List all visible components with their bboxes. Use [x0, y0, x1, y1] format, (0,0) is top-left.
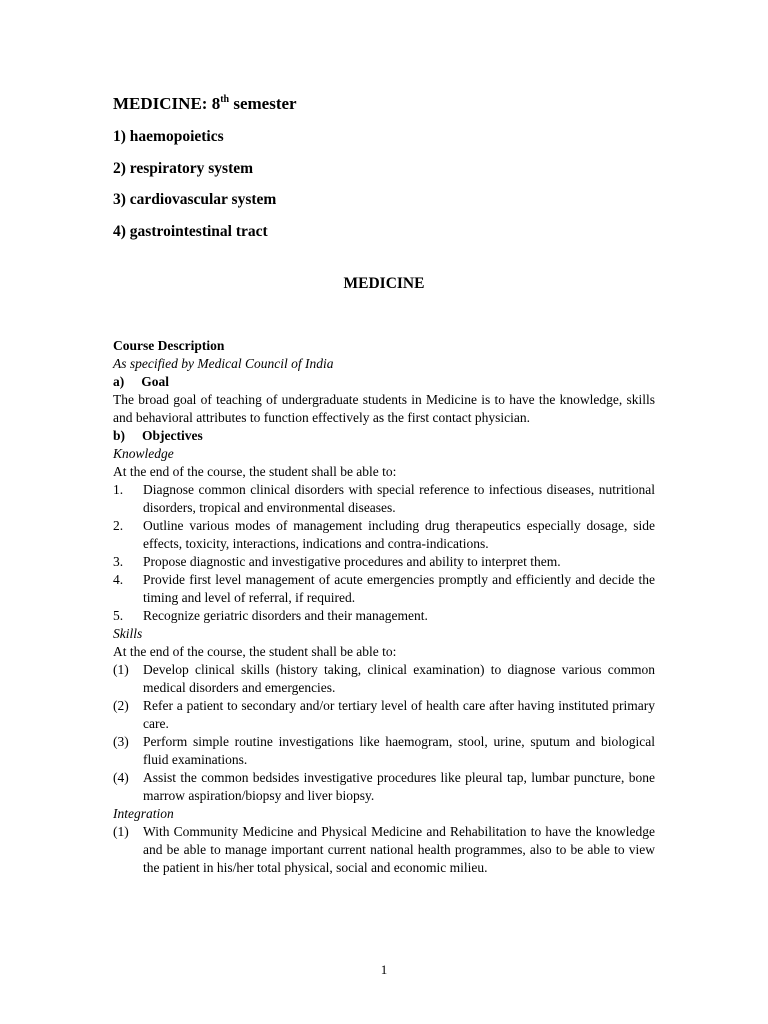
goal-text: The broad goal of teaching of undergraduate students in Medicine is to have the knowledge, skills and behavioral attributes to function effectively as the first contact physician.: [113, 392, 655, 425]
heading-superscript: th: [220, 94, 230, 105]
knowledge-item: 1. Diagnose common clinical disorders with special reference to infectious diseases, nutritional disorders, tropical and environmental diseases.: [113, 482, 655, 515]
knowledge-title: Knowledge: [113, 446, 174, 461]
skills-intro: At the end of the course, the student shall be able to:: [113, 644, 397, 659]
skills-item: (2) Refer a patient to secondary and/or tertiary level of health care after having instituted primary care.: [113, 698, 655, 731]
knowledge-item: 4. Provide first level management of acute emergencies promptly and efficiently and decide the timing and level of referral, if required.: [113, 572, 655, 605]
semester-heading: [113, 94, 297, 114]
goal-title: Goal: [141, 374, 170, 389]
skills-title: Skills: [113, 626, 143, 641]
objectives-marker: b): [113, 428, 126, 443]
specified-by-line: As specified by Medical Council of India: [113, 356, 334, 371]
goal-marker: a): [113, 374, 125, 389]
goal-heading: [113, 373, 655, 391]
heading-main: MEDICINE: 8: [113, 94, 221, 113]
objectives-heading: [113, 427, 655, 445]
page-number: 1: [380, 962, 388, 977]
knowledge-item: 3. Propose diagnostic and investigative procedures and ability to interpret them.: [113, 554, 561, 569]
knowledge-item: 2. Outline various modes of management including drug therapeutics especially dosage, side effects, toxicity, interactions, indications and contra-indications.: [113, 518, 655, 551]
section-title: MEDICINE: [343, 275, 425, 292]
system-item: 2) respiratory system: [113, 160, 254, 177]
skills-item: (3) Perform simple routine investigations like haemogram, stool, urine, sputum and biological fluid examinations.: [113, 734, 655, 767]
system-item: 1) haemopoietics: [113, 128, 224, 145]
skills-item: (1) Develop clinical skills (history taking, clinical examination) to diagnose various common medical disorders and emergencies.: [113, 662, 655, 695]
integration-title: Integration: [113, 806, 174, 821]
skills-item: (4) Assist the common bedsides investigative procedures like pleural tap, lumbar puncture, bone marrow aspiration/biopsy and liver biopsy.: [113, 770, 655, 803]
objectives-title: Objectives: [142, 428, 203, 443]
knowledge-intro: At the end of the course, the student shall be able to:: [113, 464, 397, 479]
course-description-title: Course Description: [113, 338, 225, 353]
course-content: [113, 337, 655, 877]
knowledge-item: 5. Recognize geriatric disorders and their management.: [113, 608, 428, 623]
heading-rest: semester: [229, 94, 297, 113]
system-item: 4) gastrointestinal tract: [113, 223, 268, 240]
system-item: 3) cardiovascular system: [113, 191, 277, 208]
integration-item: (1) With Community Medicine and Physical Medicine and Rehabilitation to have the knowledge and be able to manage important current national health programmes, also to be able to view the patient in his/her total physical, social and economic milieu.: [113, 824, 655, 875]
